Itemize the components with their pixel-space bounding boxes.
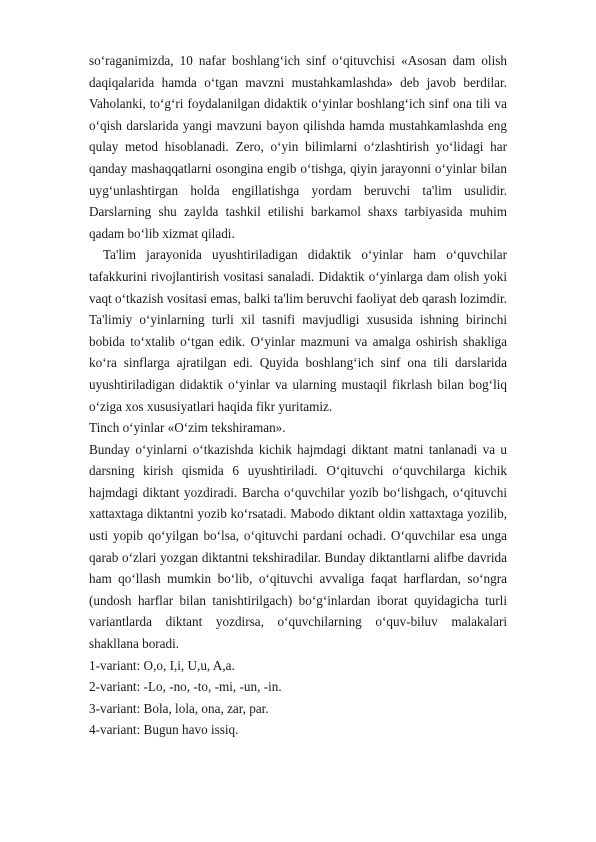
paragraph-dictation-method: Bunday o‘yinlarni o‘tkazishda kichik hajmdagi diktant matni tanlanadi va u darsning kirish qismida 6 uyushtiriladi. O‘qituvchi o‘quvchilarga kichik hajmdagi diktant yozdiradi. Barcha o‘quvchilar yozib bo‘lishgach, o‘qituvchi xattaxtaga diktantni yozib ko‘rsatadi. Mabodo diktant oldin xattaxtaga yozilib, usti yopib qo‘yilgan bo‘lsa, o‘qituvchi pardani ochadi. O‘quvchilar esa unga qarab o‘zlari yozgan diktantni tekshiradilar. Bunday diktantlarni alifbe davrida ham qo‘llash mumkin bo‘lib, o‘qituvchi avvaliga faqat harflardan, so‘ngra (undosh harflar bilan tanishtirilgach) bo‘g‘inlardan iborat quyidagicha turli variantlarda diktant yozdirsa, o‘quvchilarning o‘quv-biluv malakalari shakllana boradi. [89,441,507,652]
variant-1: 1-variant: O,o, I,i, U,u, A,a. [89,657,235,673]
paragraph-game-title: Tinch o‘yinlar «O‘zim tekshiraman». [89,420,286,436]
variant-2: 2-variant: -Lo, -no, -to, -mi, -un, -in. [89,679,282,695]
paragraph-didactic-games: Ta'lim jarayonida uyushtiriladigan didaktik o‘yinlar ham o‘quvchilar tafakkurini rivojlantirish vositasi sanaladi. Didaktik o‘yinlarga dam olish yoki vaqt o‘tkazish vositasi emas, balki ta'lim beruvchi faoliyat deb qarash lozimdir. Ta'limiy o‘yinlarning turli xil tasnifi mavjudligi xususida ishning birinchi bobida to‘xtalib o‘tgan edik. O‘yinlar mazmuni va amalga oshirish shakliga ko‘ra sinflarga ajratilgan edi. Quyida boshlang‘ich sinf ona tili darslarida uyushtiriladigan didaktik o‘yinlar va ularning mustaqil fikrlash bilan bog‘liq o‘ziga xos xususiyatlari haqida fikr yuritamiz. [89,247,507,414]
variant-3: 3-variant: Bola, lola, ona, zar, par. [89,700,269,716]
paragraph-survey-answer: so‘raganimizda, 10 nafar boshlang‘ich sinf o‘qituvchisi «Asosan dam olish daqiqalarida hamda o‘tgan mavzni mustahkamlashda» deb javob berdilar. Vaholanki, to‘g‘ri foydalanilgan didaktik o‘yinlar boshlang‘ich sinf ona tili va o‘qish darslarida yangi mavzuni bayon qilishda hamda mustahkamlashda eng qulay metod hisoblanadi. Zero, o‘yin bilimlarni o‘zlashtirish yo‘lidagi har qanday mashaqqatlarni osongina engib o‘tishga, qiyin jarayonni o‘yinlar bilan uyg‘unlashtirgan holda engillatishga yordam beruvchi ta'lim usulidir. Darslarning shu zaylda tashkil etilishi barkamol shaxs tarbiyasida muhim qadam bo‘lib xizmat qiladi. [89,53,507,241]
document-body [89,50,507,741]
variant-4: 4-variant: Bugun havo issiq. [89,722,239,738]
